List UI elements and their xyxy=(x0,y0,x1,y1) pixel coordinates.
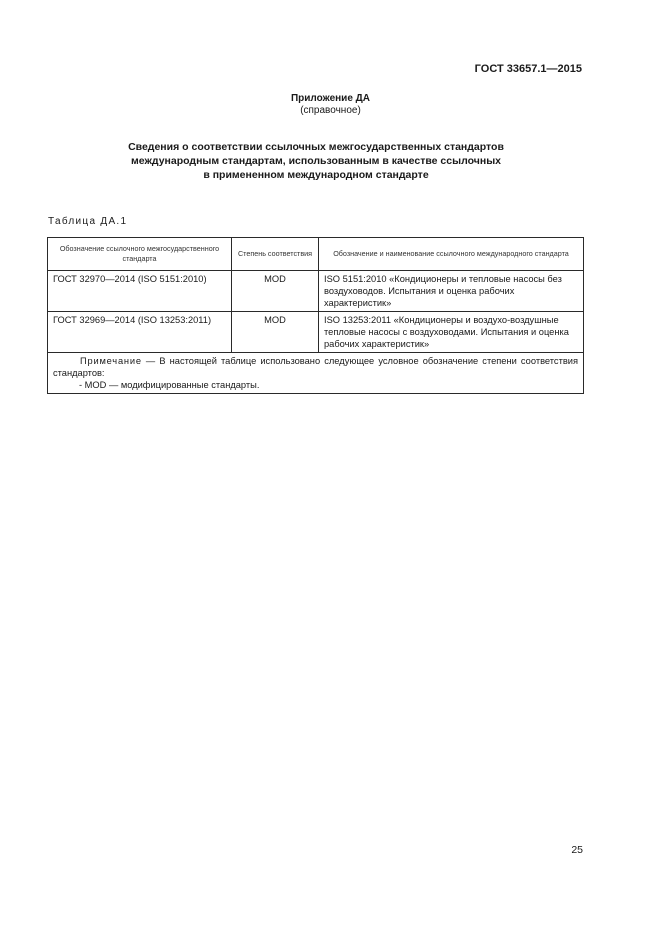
document-code: ГОСТ 33657.1—2015 xyxy=(474,63,582,75)
page-number: 25 xyxy=(571,844,583,856)
note-list-item: - MOD — модифицированные стандарты. xyxy=(79,380,260,390)
annex-subtitle: (справочное) xyxy=(300,105,361,116)
annex-title: Приложение ДА xyxy=(290,93,371,104)
table-row xyxy=(48,312,584,353)
note-label: Примечание xyxy=(80,356,142,366)
cell-degree: MOD xyxy=(232,271,319,312)
note-body: — В настоящей таблице использовано следующее условное обозначение степени соответствия стандартов: xyxy=(53,356,578,378)
table-row xyxy=(48,271,584,312)
table-label: Таблица ДА.1 xyxy=(48,216,128,227)
table-note-row xyxy=(48,353,584,394)
note-text xyxy=(53,355,578,379)
column-header-degree: Степень соответствия xyxy=(232,238,319,271)
cell-international: ISO 5151:2010 «Кондиционеры и тепловые насосы без воздуховодов. Испытания и оценка рабочих характеристик» xyxy=(319,271,584,312)
section-heading-line: Сведения о соответствии ссылочных межгосударственных стандартов xyxy=(128,141,504,153)
column-header-international: Обозначение и наименование ссылочного международного стандарта xyxy=(319,238,584,271)
section-heading-line: в примененном международном стандарте xyxy=(203,169,429,181)
section-heading-line: международным стандартам, использованным в качестве ссылочных xyxy=(130,155,501,167)
table-header-row xyxy=(48,238,584,271)
cell-international: ISO 13253:2011 «Кондиционеры и воздухо-воздушные тепловые насосы с воздуховодами. Испытания и оценка рабочих характеристик» xyxy=(319,312,584,353)
cell-standard: ГОСТ 32969—2014 (ISO 13253:2011) xyxy=(48,312,232,353)
correspondence-table xyxy=(47,237,584,394)
column-header-standard: Обозначение ссылочного межгосударственного стандарта xyxy=(48,238,232,271)
cell-degree: MOD xyxy=(232,312,319,353)
section-heading xyxy=(0,140,632,182)
cell-standard: ГОСТ 32970—2014 (ISO 5151:2010) xyxy=(48,271,232,312)
table-note xyxy=(48,353,584,394)
